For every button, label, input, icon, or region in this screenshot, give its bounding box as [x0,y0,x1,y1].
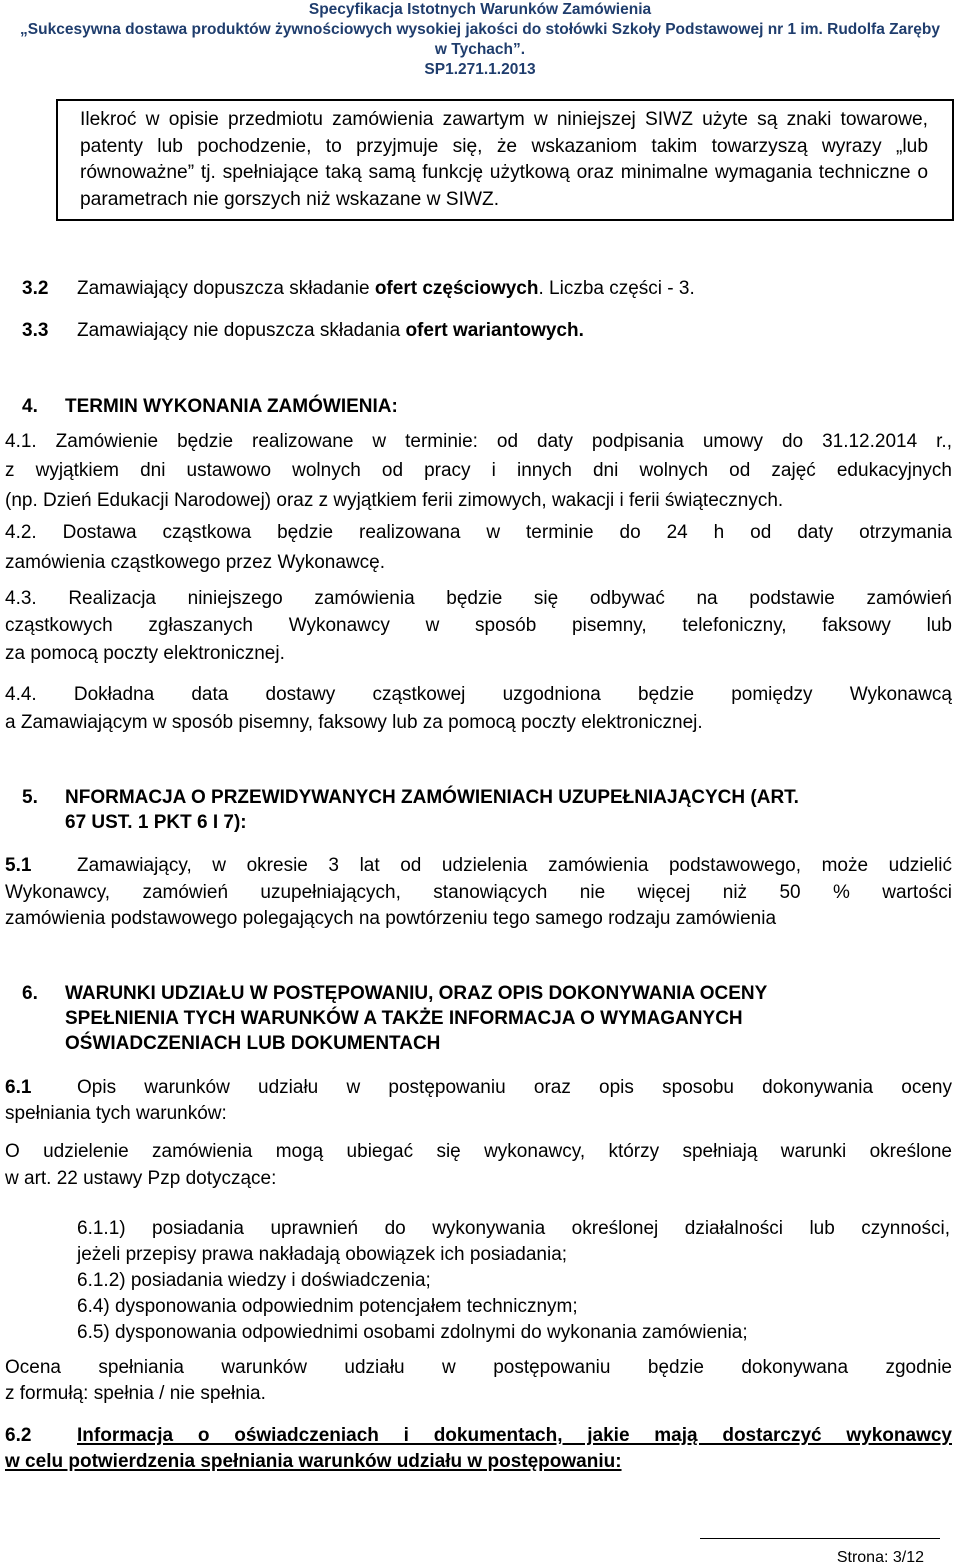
s61-line1: 6.1 Opis warunków udziału w postępowaniu oraz opis sposobu dokonywania oceny [5,1077,952,1098]
list-item-6-1-2: 6.1.2) posiadania wiedzy i doświadczenia; [77,1270,431,1291]
section-5-heading-cont: 67 UST. 1 PKT 6 I 7): [65,812,247,833]
page-number: Strona: 3/12 [836,1549,924,1566]
list-item-6-1-1-cont: jeżeli przepisy prawa nakładają obowiązek ich posiadania; [77,1244,568,1265]
s43-line2: cząstkowych zgłaszanych Wykonawcy w sposób pisemny, telefoniczny, faksowy lub [5,615,952,636]
s42-line2: zamówienia cząstkowego przez Wykonawcę. [5,552,385,573]
section-6-heading-line3: OŚWIADCZENIACH LUB DOKUMENTACH [65,1033,441,1054]
s43-line3: za pomocą poczty elektronicznej. [5,643,285,664]
section-6-2-heading: 6.2 Informacja o oświadczeniach i dokumentach, jakie mają dostarczyć wykonawcy [5,1425,952,1446]
section-6-heading: 6. WARUNKI UDZIAŁU W POSTĘPOWANIU, ORAZ OPIS DOKONYWANIA OCENY [22,983,768,1004]
s51-line1: 5.1 Zamawiający, w okresie 3 lat od udzielenia zamówienia podstawowego, może udzielić [5,855,952,876]
s61-para1: O udzielenie zamówienia mogą ubiegać się wykonawcy, którzy spełniają warunki określone [5,1141,952,1162]
list-item-6-1-1: 6.1.1) posiadania uprawnień do wykonywania określonej działalności lub czynności, [77,1218,950,1239]
notice-text: Ilekroć w opisie przedmiotu zamówienia zawartym w niniejszej SIWZ użyte są znaki towarowe, patenty lub pochodzenie, to przyjmuje się, że wskazaniom takim towarzyszą wyrazy „lub równoważne” tj. spełniające taką samą funkcję użytkową oraz minimalne wymagania techniczne o parametrach nie gorszych niż wskazane w SIWZ. [80,109,928,210]
header-title: Specyfikacja Istotnych Warunków Zamówienia [308,1,652,18]
section-5-heading: 5. NFORMACJA O PRZEWIDYWANYCH ZAMÓWIENIACH UZUPEŁNIAJĄCYCH (ART. [22,787,799,808]
footer-rule [700,1538,940,1539]
s42-line1: 4.2. Dostawa cząstkowa będzie realizowana w terminie do 24 h od daty otrzymania [5,522,952,543]
s41-line3: (np. Dzień Edukacji Narodowej) oraz z wyjątkiem ferii zimowych, wakacji i ferii świątecznych. [5,490,784,511]
s43-line1: 4.3. Realizacja niniejszego zamówienia będzie się odbywać na podstawie zamówień [5,588,952,609]
s51-line3: zamówienia podstawowego polegających na powtórzeniu tego samego rodzaju zamówienia [5,908,777,929]
s44-line2: a Zamawiającym w sposób pisemny, faksowy lub za pomocą poczty elektronicznej. [5,712,703,733]
evaluation-line1: Ocena spełniania warunków udziału w postępowaniu będzie dokonywana zgodnie [5,1357,952,1378]
s41-line2: z wyjątkiem dni ustawowo wolnych od pracy i innych dni wolnych od zajęć edukacyjnych [5,460,952,481]
header-subject-cont: w Tychach”. [434,41,526,58]
s51-line2: Wykonawcy, zamówień uzupełniających, stanowiących nie więcej niż 50 % wartości [5,882,952,903]
document-header [0,0,960,80]
section-4-heading: 4. TERMIN WYKONANIA ZAMÓWIENIA: [22,396,398,417]
s44-line1: 4.4. Dokładna data dostawy cząstkowej uzgodniona będzie pomiędzy Wykonawcą [5,684,952,705]
s41-line1: 4.1. Zamówienie będzie realizowane w terminie: od daty podpisania umowy do 31.12.2014 r., [5,431,952,452]
list-item-6-4: 6.4) dysponowania odpowiednim potencjałem technicznym; [77,1296,578,1317]
header-subject: „Sukcesywna dostawa produktów żywnościowych wysokiej jakości do stołówki Szkoły Podstawowej nr 1 im. Rudolfa Zaręby [20,21,940,38]
s61-para2: w art. 22 ustawy Pzp dotyczące: [5,1168,277,1189]
s61-line2: spełniania tych warunków: [5,1103,227,1124]
section-6-heading-line2: SPEŁNIENIA TYCH WARUNKÓW A TAKŻE INFORMACJA O WYMAGANYCH [65,1008,743,1029]
header-reference: SP1.271.1.2013 [424,61,536,78]
section-3-3: 3.3 Zamawiający nie dopuszcza składania ofert wariantowych. [22,320,584,341]
list-item-6-5: 6.5) dysponowania odpowiednimi osobami zdolnymi do wykonania zamówienia; [77,1322,748,1343]
evaluation-line2: z formułą: spełnia / nie spełnia. [5,1383,266,1404]
section-6-2-heading-cont: w celu potwierdzenia spełniania warunków udziału w postępowaniu: [5,1451,622,1472]
section-3-2: 3.2 Zamawiający dopuszcza składanie ofert częściowych. Liczba części - 3. [22,278,695,299]
notice-box [56,99,954,221]
